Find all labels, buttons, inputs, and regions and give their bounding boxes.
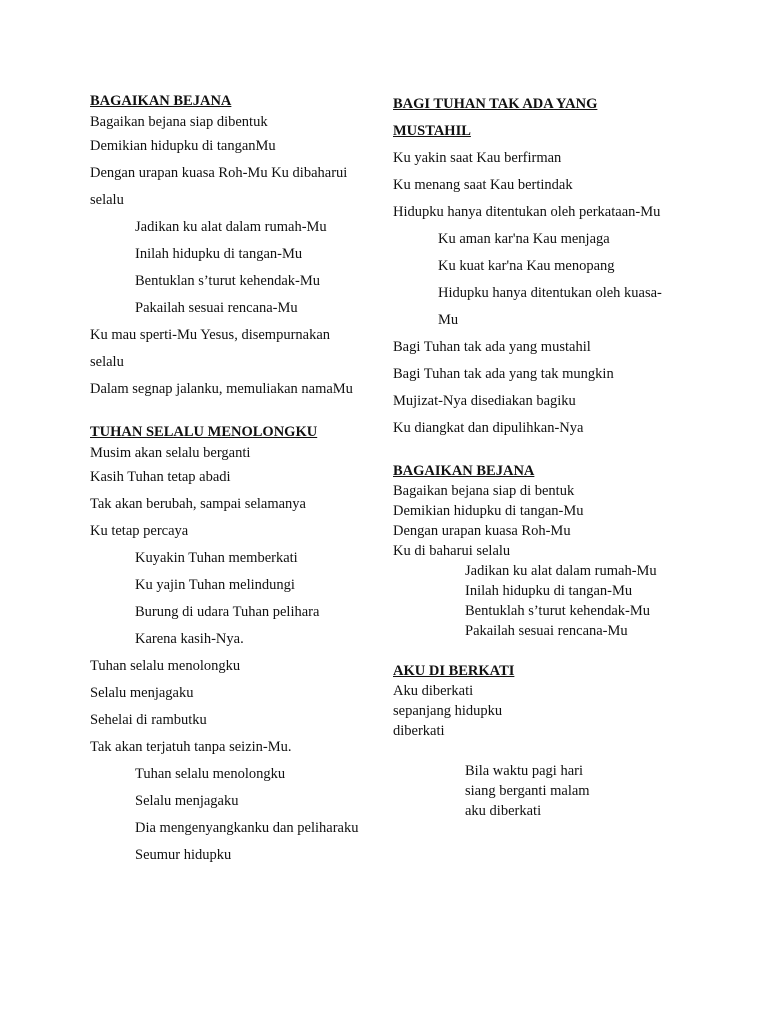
lyric-line: Mujizat-Nya disediakan bagiku <box>393 393 576 409</box>
lyric-line: Mu <box>438 312 459 328</box>
lyric-line: Bagi Tuhan tak ada yang mustahil <box>393 339 591 355</box>
spacer <box>393 641 693 661</box>
lyric-line: aku diberkati <box>465 803 542 819</box>
song-title: BAGI TUHAN TAK ADA YANG <box>393 96 598 112</box>
lyric-line: selalu <box>90 354 124 370</box>
song-bagaikan-bejana-1 <box>90 91 380 403</box>
lyric-line: Inilah hidupku di tangan-Mu <box>135 246 303 262</box>
lyric-line: Bila waktu pagi hari <box>465 763 583 779</box>
lyric-line: Demikian hidupku di tanganMu <box>90 138 276 154</box>
lyric-line: Bentuklan s’turut kehendak-Mu <box>135 273 320 289</box>
lyric-line: Tuhan selalu menolongku <box>135 766 286 782</box>
lyric-line: Ku yajin Tuhan melindungi <box>135 577 295 593</box>
lyric-line: Demikian hidupku di tangan-Mu <box>393 503 584 519</box>
lyric-line: Ku tetap percaya <box>90 523 189 539</box>
lyric-line: Tak akan berubah, sampai selamanya <box>90 496 306 512</box>
song-title: TUHAN SELALU MENOLONGKU <box>90 424 318 440</box>
song-title: AKU DI BERKATI <box>393 663 515 679</box>
lyric-line: Ku yakin saat Kau berfirman <box>393 150 562 166</box>
lyric-line: Selalu menjagaku <box>90 685 194 701</box>
lyric-line: Karena kasih-Nya. <box>135 631 244 647</box>
lyric-line: Kasih Tuhan tetap abadi <box>90 469 231 485</box>
lyric-line: Ku kuat kar'na Kau menopang <box>438 258 615 274</box>
lyric-line: Tuhan selalu menolongku <box>90 658 241 674</box>
lyric-line: Dengan urapan kuasa Roh-Mu <box>393 523 571 539</box>
lyric-line: Burung di udara Tuhan pelihara <box>135 604 320 620</box>
lyric-line: Hidupku hanya ditentukan oleh perkataan-Mu <box>393 204 661 220</box>
lyric-line: Aku diberkati <box>393 683 474 699</box>
lyric-line: Ku menang saat Kau bertindak <box>393 177 573 193</box>
lyric-line: diberkati <box>393 723 445 739</box>
song-title: BAGAIKAN BEJANA <box>90 93 232 109</box>
song-bagaikan-bejana-2 <box>393 461 693 641</box>
left-column <box>90 91 380 869</box>
lyric-line: Hidupku hanya ditentukan oleh kuasa- <box>438 285 662 301</box>
lyric-line: Sehelai di rambutku <box>90 712 207 728</box>
lyric-line: Pakailah sesuai rencana-Mu <box>465 623 628 639</box>
lyric-line: Tak akan terjatuh tanpa seizin-Mu. <box>90 739 292 755</box>
lyric-line: Inilah hidupku di tangan-Mu <box>465 583 633 599</box>
lyric-line: selalu <box>90 192 124 208</box>
lyric-line: sepanjang hidupku <box>393 703 503 719</box>
song-aku-di-berkati <box>393 661 693 821</box>
lyric-line: Bagaikan bejana siap dibentuk <box>90 114 268 130</box>
lyric-line: Seumur hidupku <box>135 847 232 863</box>
lyric-line: Ku aman kar'na Kau menjaga <box>438 231 610 247</box>
lyric-line: Ku di baharui selalu <box>393 543 511 559</box>
lyric-line: Jadikan ku alat dalam rumah-Mu <box>135 219 327 235</box>
song-bagi-tuhan-tak-ada-yang-mustahil <box>393 91 693 442</box>
song-title-continued: MUSTAHIL <box>393 123 471 139</box>
lyric-line: Selalu menjagaku <box>135 793 239 809</box>
lyric-line: Bagi Tuhan tak ada yang tak mungkin <box>393 366 614 382</box>
song-title: BAGAIKAN BEJANA <box>393 463 535 479</box>
lyric-line: Bentuklah s’turut kehendak-Mu <box>465 603 650 619</box>
lyric-line: Musim akan selalu berganti <box>90 445 251 461</box>
lyric-line: Ku diangkat dan dipulihkan-Nya <box>393 420 584 436</box>
lyric-line: Jadikan ku alat dalam rumah-Mu <box>465 563 657 579</box>
lyric-line: Ku mau sperti-Mu Yesus, disempurnakan <box>90 327 331 343</box>
lyric-line: Dalam segnap jalanku, memuliakan namaMu <box>90 381 353 397</box>
lyric-line: Dia mengenyangkanku dan peliharaku <box>135 820 359 836</box>
lyric-line: Kuyakin Tuhan memberkati <box>135 550 298 566</box>
lyric-line: Bagaikan bejana siap di bentuk <box>393 483 575 499</box>
right-column <box>393 91 693 821</box>
lyric-line: Pakailah sesuai rencana-Mu <box>135 300 298 316</box>
lyric-line: Dengan urapan kuasa Roh-Mu Ku dibaharui <box>90 165 348 181</box>
spacer <box>393 442 693 461</box>
spacer <box>90 403 380 422</box>
song-tuhan-selalu-menolongku <box>90 422 380 869</box>
lyric-line: siang berganti malam <box>465 783 590 799</box>
spacer <box>393 741 693 761</box>
